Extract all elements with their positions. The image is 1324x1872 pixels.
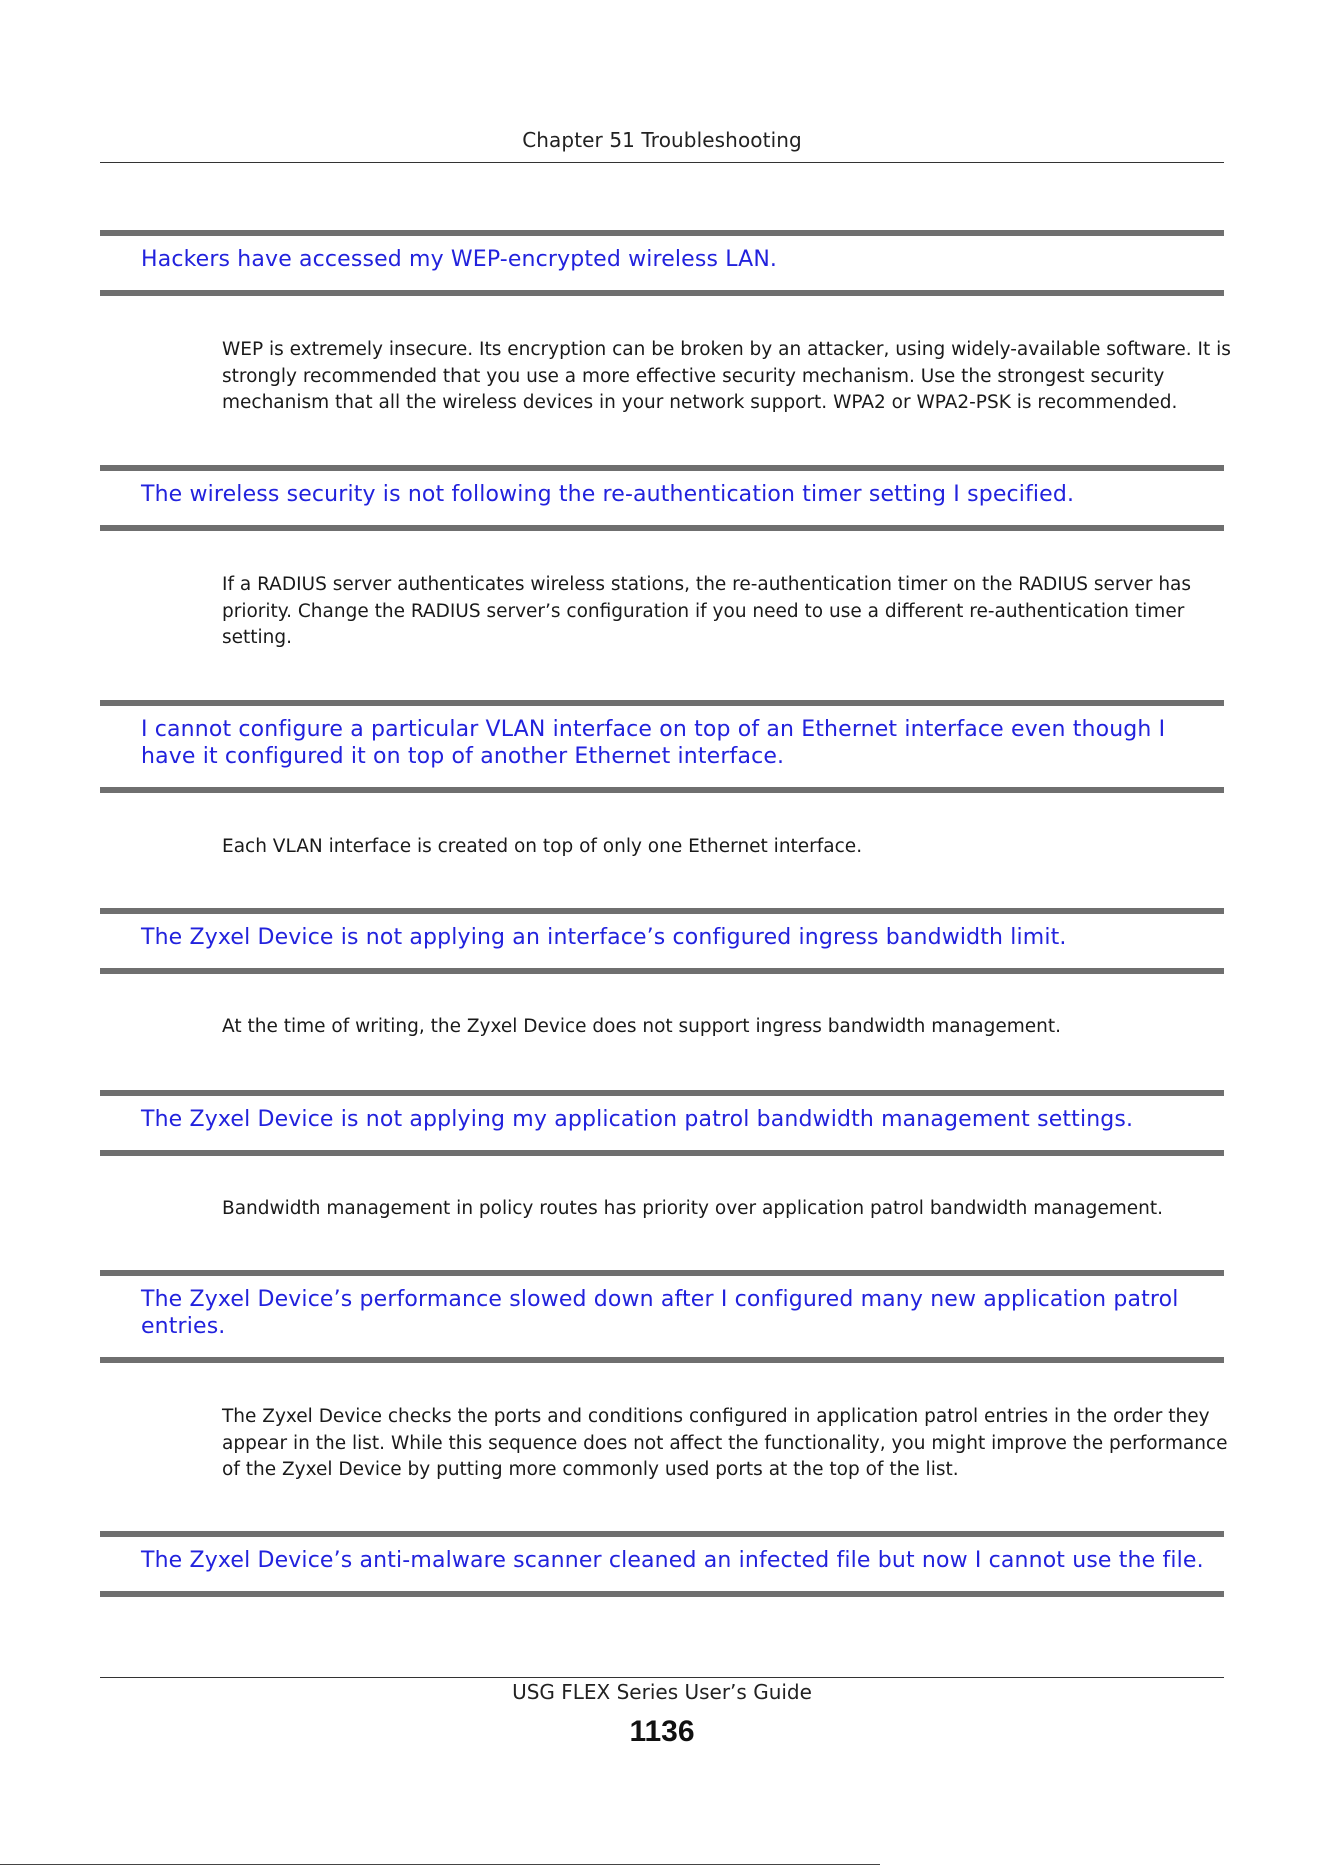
section-bottom-bar (100, 1150, 1224, 1156)
faq-section-performance (100, 1270, 1224, 1363)
page-header: Chapter 51 Troubleshooting (522, 128, 802, 152)
bottom-edge-line (0, 1864, 880, 1865)
footer-divider (100, 1677, 1224, 1678)
page-number: 1136 (629, 1715, 695, 1748)
faq-section-anti-malware (100, 1531, 1224, 1597)
section-top-bar (100, 1090, 1224, 1096)
header-divider (100, 162, 1224, 163)
answer-text: Each VLAN interface is created on top of only one Ethernet interface. (222, 836, 863, 857)
faq-section-reauth-timer (100, 465, 1224, 531)
footer-guide-title: USG FLEX Series User’s Guide (512, 1680, 812, 1704)
section-top-bar (100, 700, 1224, 706)
question-heading: I cannot configure a particular VLAN interface on top of an Ethernet interface even though I have it configured it on top of another Ethernet interface. (141, 717, 1166, 769)
section-bottom-bar (100, 525, 1224, 531)
question-heading: The Zyxel Device is not applying an interface’s configured ingress bandwidth limit. (141, 925, 1067, 950)
faq-section-app-patrol-bandwidth (100, 1090, 1224, 1156)
question-heading: The Zyxel Device’s anti-malware scanner cleaned an infected file but now I cannot use the file. (141, 1548, 1204, 1573)
answer-text: The Zyxel Device checks the ports and conditions configured in application patrol entries in the order they appear in the list. While this sequence does not affect the functionality, you might improve the performance of the Zyxel Device by putting more commonly used ports at the top of the list. (222, 1406, 1228, 1480)
faq-section-vlan (100, 700, 1224, 793)
section-top-bar (100, 1531, 1224, 1537)
question-heading: The Zyxel Device’s performance slowed down after I configured many new application patrol entries. (141, 1287, 1179, 1339)
answer-text: Bandwidth management in policy routes has priority over application patrol bandwidth management. (222, 1198, 1164, 1219)
answer-text: At the time of writing, the Zyxel Device does not support ingress bandwidth management. (222, 1016, 1062, 1037)
section-bottom-bar (100, 1357, 1224, 1363)
faq-section-ingress-bandwidth (100, 908, 1224, 974)
section-top-bar (100, 230, 1224, 236)
section-bottom-bar (100, 1591, 1224, 1597)
answer-text: WEP is extremely insecure. Its encryption can be broken by an attacker, using widely-available software. It is strongly recommended that you use a more effective security mechanism. Use the strongest security mechanism that all the wireless devices in your network support. WPA2 or WPA2-PSK is recommended. (222, 339, 1231, 413)
faq-section-wep (100, 230, 1224, 296)
section-top-bar (100, 465, 1224, 471)
question-heading: The wireless security is not following the re-authentication timer setting I specified. (141, 482, 1075, 507)
question-heading: Hackers have accessed my WEP-encrypted wireless LAN. (141, 247, 778, 272)
section-top-bar (100, 1270, 1224, 1276)
question-heading: The Zyxel Device is not applying my application patrol bandwidth management settings. (141, 1107, 1134, 1132)
section-bottom-bar (100, 968, 1224, 974)
section-bottom-bar (100, 290, 1224, 296)
section-top-bar (100, 908, 1224, 914)
answer-text: If a RADIUS server authenticates wireless stations, the re-authentication timer on the RADIUS server has priority. Change the RADIUS server’s configuration if you need to use a different re-authentication timer setting. (222, 574, 1192, 648)
section-bottom-bar (100, 787, 1224, 793)
